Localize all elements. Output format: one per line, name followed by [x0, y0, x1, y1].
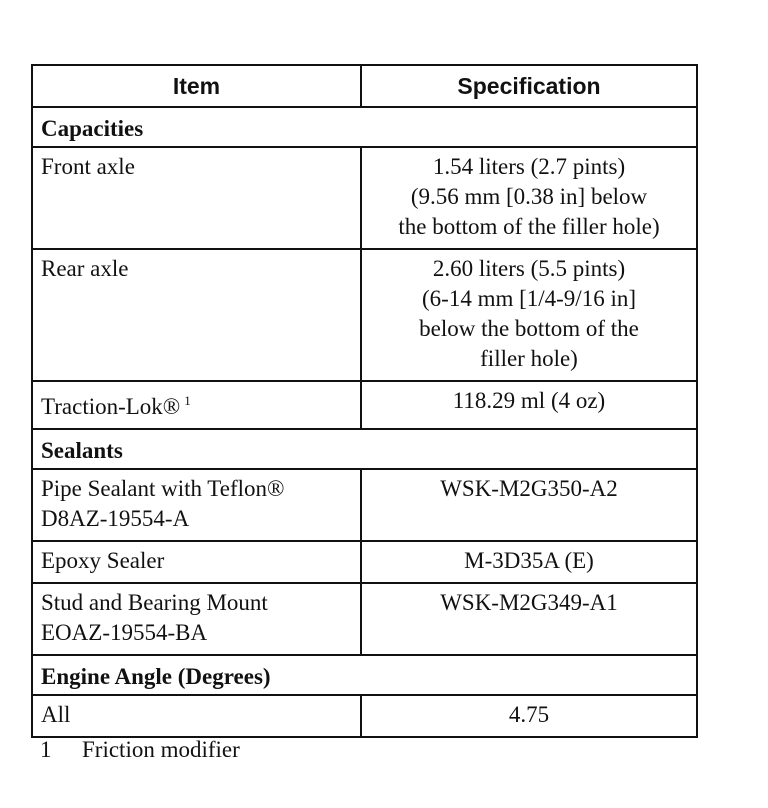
table-row: [32, 541, 697, 583]
section-title: Sealants: [32, 429, 697, 469]
item-part-number: D8AZ-19554-A: [41, 506, 190, 531]
spec-text: WSK-M2G350-A2: [440, 476, 618, 501]
item-cell: [32, 147, 361, 249]
spec-cell: [361, 583, 697, 655]
header-item: Item: [32, 65, 361, 107]
section-title: Engine Angle (Degrees): [32, 655, 697, 695]
footnote: [40, 735, 240, 765]
spec-text: 2.60 liters (5.5 pints): [432, 256, 626, 281]
spec-text: below the bottom of the: [419, 316, 639, 341]
item-cell: [32, 541, 361, 583]
spec-text: WSK-M2G349-A1: [440, 590, 618, 615]
table-row: [32, 583, 697, 655]
item-text: Stud and Bearing Mount: [41, 590, 268, 615]
table-row: [32, 249, 697, 381]
table-header-row: [32, 65, 697, 107]
spec-cell: [361, 469, 697, 541]
specification-table: [31, 64, 698, 738]
item-text: All: [41, 702, 71, 727]
table-row: [32, 381, 697, 429]
spec-text: (9.56 mm [0.38 in] below: [410, 184, 648, 209]
item-cell: [32, 249, 361, 381]
footnote-text: Friction modifier: [82, 737, 240, 762]
footnote-number: 1: [40, 737, 52, 762]
spec-text: 4.75: [508, 702, 550, 727]
spec-cell: [361, 541, 697, 583]
spec-cell: [361, 381, 697, 429]
spec-text: M-3D35A (E): [464, 548, 594, 573]
spec-cell: [361, 249, 697, 381]
spec-text: (6-14 mm [1/4-9/16 in]: [422, 286, 636, 311]
section-row-capacities: [32, 107, 697, 147]
spec-cell: [361, 147, 697, 249]
spec-text: the bottom of the filler hole): [398, 214, 660, 239]
footnote-marker: 1: [184, 393, 191, 408]
item-text: Pipe Sealant with Teflon®: [41, 476, 285, 501]
item-part-number: EOAZ-19554-BA: [41, 620, 208, 645]
header-specification: Specification: [361, 65, 697, 107]
item-text: Traction-Lok®: [41, 394, 181, 419]
spec-text: 118.29 ml (4 oz): [452, 388, 606, 413]
item-text: Front axle: [41, 154, 135, 179]
item-cell: [32, 695, 361, 737]
table-row: [32, 147, 697, 249]
table-row: [32, 695, 697, 737]
item-text: Epoxy Sealer: [41, 548, 165, 573]
spec-text: 1.54 liters (2.7 pints): [432, 154, 626, 179]
item-cell: [32, 381, 361, 429]
item-text: Rear axle: [41, 256, 129, 281]
spec-text: filler hole): [480, 346, 578, 371]
section-row-sealants: [32, 429, 697, 469]
table-row: [32, 469, 697, 541]
spec-cell: [361, 695, 697, 737]
item-cell: [32, 583, 361, 655]
section-row-engine-angle: [32, 655, 697, 695]
section-title: Capacities: [32, 107, 697, 147]
item-cell: [32, 469, 361, 541]
